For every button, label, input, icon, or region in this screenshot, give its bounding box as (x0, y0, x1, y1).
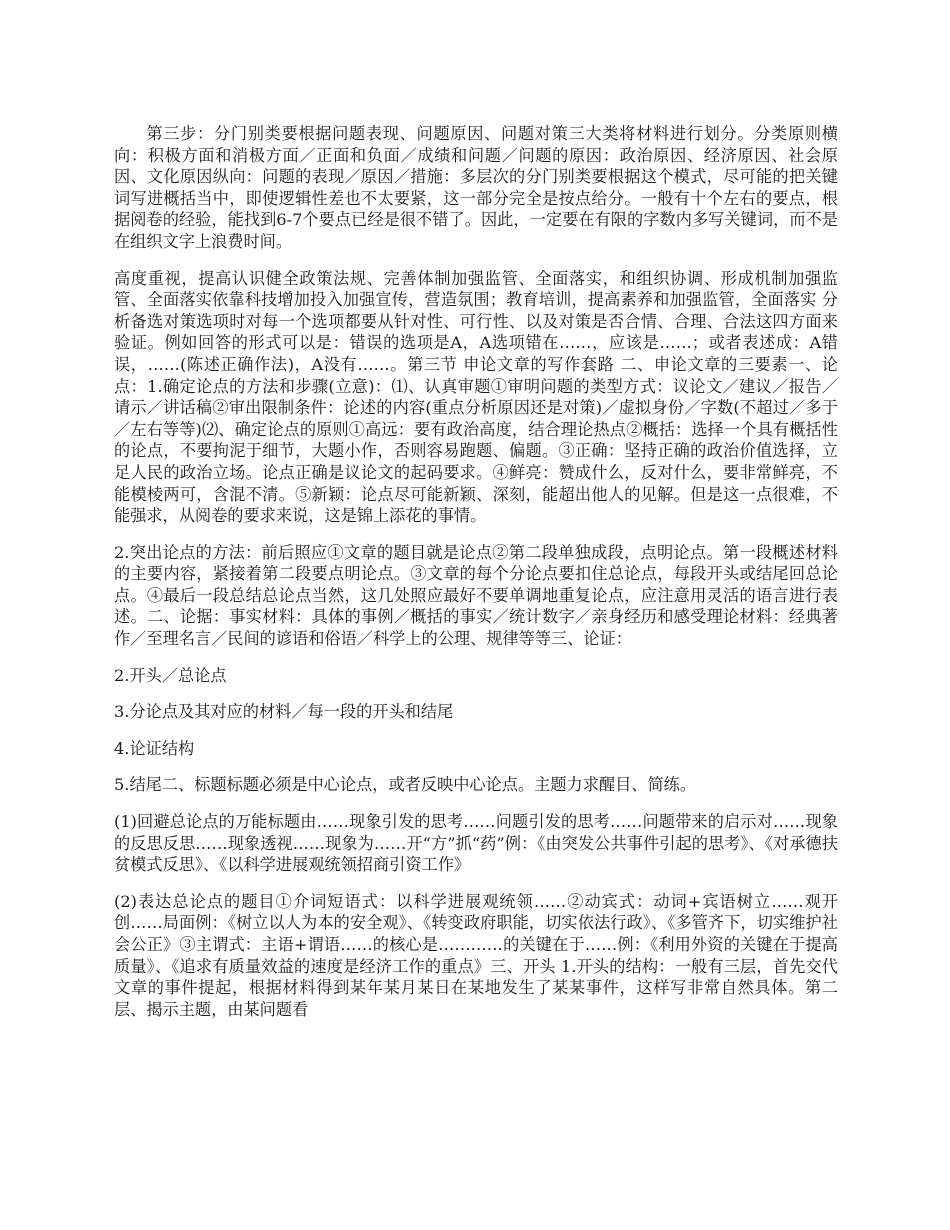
paragraph-thesis-titles: (2)表达总论点的题目①介词短语式：以科学进展观统领……②动宾式：动词+宾语树立……观开创……局面例：《树立以人为本的安全观》、《转变政府职能，切实依法行政》、《多管齐下，切实维护社会公正》③主谓式：主语+谓语……的核心是…………的关键在于……例：《利用外资的关键在于提高质量》、《追求有质量效益的速度是经济工作的重点》三、开头 1.开头的结构：一般有三层，首先交代文章的事件提起，根据材料得到某年某月某日在某地发生了某某事件，这样写非常自然具体。第二层、揭示主题，由某问题看 (114, 891, 838, 1019)
paragraph-step-three: 第三步：分门别类要根据问题表现、问题原因、问题对策三大类将材料进行划分。分类原则横向：积极方面和消极方面／正面和负面／成绩和问题／问题的原因：政治原因、经济原因、社会原因、文化原因纵向：问题的表现／原因／措施：多层次的分门别类要根据这个模式，尽可能的把关键词写进概括当中，即使逻辑性差也不太要紧，这一部分完全是按点给分。一般有十个左右的要点，根据阅卷的经验，能找到6-7个要点已经是很不错了。因此，一定要在有限的字数内多写关键词，而不是在组织文字上浪费时间。 (114, 124, 838, 251)
paragraph-sub-arguments: 3.分论点及其对应的材料／每一段的开头和结尾 (114, 702, 454, 722)
paragraph-ending-title: 5.结尾二、标题标题必须是中心论点，或者反映中心论点。主题力求醒目、简练。 (114, 775, 697, 795)
paragraph-universal-titles: (1)回避总论点的万能标题由……现象引发的思考……问题引发的思考……问题带来的启示对……现象的反思反思……现象透视……现象为……开“方”抓“药”例：《由突发公共事件引起的思考》、《对承德扶贫模式反思》、《以科学进展观统领招商引资工作》 (114, 812, 838, 875)
paragraph-countermeasures: 高度重视，提高认识健全政策法规、完善体制加强监管、全面落实，和组织协调、形成机制加强监管、全面落实依靠科技增加投入加强宣传，营造氛围；教育培训，提高素养和加强监管，全面落实 分析备选对策选项时对每一个选项都要从针对性、可行性、以及对策是否合情、合理、合法这四方面来验证。例如回答的形式可以是：错误的选项是A，A选项错在……，应该是……；或者表述成：A错误，……(陈述正确作法)，A没有……。第三节 申论文章的写作套路 二、申论文章的三要素一、论点：1.确定论点的方法和步骤(立意)：⑴、认真审题①审明问题的类型方式：议论文／建议／报告／请示／讲话稿②审出限制条件：论述的内容(重点分析原因还是对策)／虚拟身份／字数(不超过／多于／左右等等)⑵、确定论点的原则①高远：要有政治高度，结合理论热点②概括：选择一个具有概括性的论点，不要拘泥于细节，大题小作，否则容易跑题、偏题。③正确：坚持正确的政治价值选择，立足人民的政治立场。论点正确是议论文的起码要求。④鲜亮：赞成什么，反对什么，要非常鲜亮，不能模棱两可，含混不清。⑤新颖：论点尽可能新颖、深刻，能超出他人的见解。但是这一点很难，不能强求，从阅卷的要求来说，这是锦上添花的事情。 (114, 268, 838, 526)
paragraph-highlight-argument: 2.突出论点的方法：前后照应①文章的题目就是论点②第二段单独成段，点明论点。第一段概述材料的主要内容，紧接着第二段要点明论点。③文章的每个分论点要扣住总论点，每段开头或结尾回总论点。④最后一段总结总论点当然，这几处照应最好不要单调地重复论点，应注意用灵活的语言进行表述。二、论据：事实材料：具体的事例／概括的事实／统计数字／亲身经历和感受理论材料：经典著作／至理名言／民间的谚语和俗语／科学上的公理、规律等等三、论证： (114, 542, 838, 649)
paragraph-opening-thesis: 2.开头／总论点 (114, 665, 227, 685)
document-page (114, 123, 838, 1035)
paragraph-argument-structure: 4.论证结构 (114, 738, 195, 758)
